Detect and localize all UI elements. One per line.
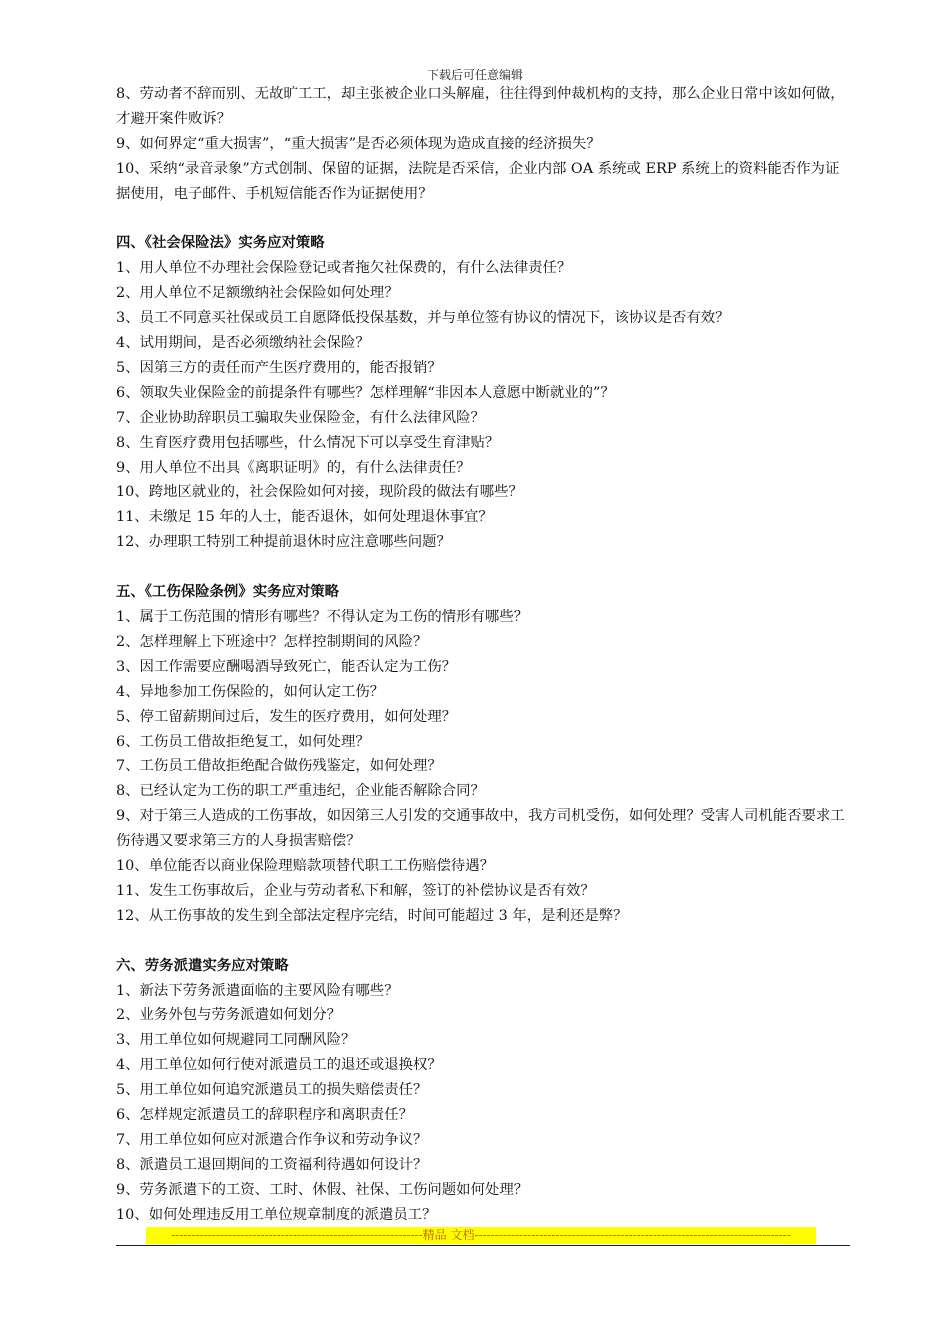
list-item: 2、业务外包与劳务派遣如何划分？ (116, 1007, 342, 1024)
list-item: 9、用人单位不出具《离职证明》的，有什么法律责任？ (116, 459, 471, 476)
section-title-work-injury: 五、《工伤保险条例》实务应对策略 (116, 583, 340, 601)
list-item: 4、异地参加工伤保险的，如何认定工伤？ (116, 683, 385, 700)
list-item: 5、因第三方的责任而产生医疗费用的，能否报销？ (116, 359, 442, 376)
spacer (116, 207, 850, 232)
list-item: 9、如何界定“重大损害”，“重大损害”是否必须体现为造成直接的经济损失？ (116, 135, 601, 152)
footer-divider (116, 1245, 850, 1246)
section-title-social-insurance: 四、《社会保险法》实务应对策略 (116, 234, 325, 252)
list-item: 5、停工留薪期间过后，发生的医疗费用，如何处理？ (116, 708, 457, 725)
list-item: 6、工伤员工借故拒绝复工，如何处理？ (116, 733, 370, 750)
list-item: 7、企业协助辞职员工骗取失业保险金，有什么法律风险？ (116, 409, 485, 426)
list-item: 9、对于第三人造成的工伤事故，如因第三人引发的交通事故中，我方司机受伤，如何处理？受害人司机能否要求工伤待遇又要求第三方的人身损害赔偿？ (116, 808, 845, 850)
spacer (116, 929, 850, 954)
list-item: 1、新法下劳务派遣面临的主要风险有哪些？ (116, 982, 399, 999)
list-item: 7、用工单位如何应对派遣合作争议和劳动争议？ (116, 1132, 428, 1149)
list-item: 4、试用期间，是否必须缴纳社会保险？ (116, 335, 370, 352)
list-item: 3、员工不同意买社保或员工自愿降低投保基数，并与单位签有协议的情况下，该协议是否有效？ (116, 310, 730, 327)
list-item: 8、派遣员工退回期间的工资福利待遇如何设计？ (116, 1156, 428, 1173)
document-body (116, 82, 850, 1228)
header-note: 下载后可任意编辑 (426, 68, 523, 82)
list-item: 8、生育医疗费用包括哪些，什么情况下可以享受生育津贴？ (116, 434, 500, 451)
list-item: 8、已经认定为工伤的职工严重违纪，企业能否解除合同？ (116, 783, 485, 800)
list-item: 10、如何处理违反用工单位规章制度的派遣员工？ (116, 1206, 437, 1223)
list-item: 6、领取失业保险金的前提条件有哪些？怎样理解“非因本人意愿中断就业的”？ (116, 384, 615, 401)
list-item: 7、工伤员工借故拒绝配合做伤残鉴定，如何处理？ (116, 758, 442, 775)
list-item: 10、采纳“录音录象”方式创制、保留的证据，法院是否采信，企业内部 OA 系统或 ERP 系统上的资料能否作为证据使用，电子邮件、手机短信能否作为证据使用？ (116, 160, 840, 202)
list-item: 8、劳动者不辞而别、无故旷工工，却主张被企业口头解雇，往往得到仲裁机构的支持，那么企业日常中该如何做，才避开案件败诉？ (116, 86, 845, 127)
list-item: 3、用工单位如何规避同工同酬风险？ (116, 1032, 356, 1049)
list-item: 2、怎样理解上下班途中？怎样控制期间的风险？ (116, 633, 428, 650)
list-item: 11、发生工伤事故后，企业与劳动者私下和解，签订的补偿协议是否有效？ (116, 882, 595, 899)
list-item: 6、怎样规定派遣员工的辞职程序和离职责任？ (116, 1107, 413, 1124)
section-title-labor-dispatch: 六、劳务派遣实务应对策略 (116, 956, 289, 974)
list-item: 1、属于工伤范围的情形有哪些？不得认定为工伤的情形有哪些？ (116, 609, 529, 625)
list-item: 12、办理职工特别工种提前退休时应注意哪些问题？ (116, 534, 451, 551)
list-item: 5、用工单位如何追究派遣员工的损失赔偿责任？ (116, 1082, 428, 1099)
list-item: 3、因工作需要应酬喝酒导致死亡，能否认定为工伤？ (116, 658, 457, 675)
list-item: 1、用人单位不办理社会保险登记或者拖欠社保费的，有什么法律责任？ (116, 260, 572, 277)
list-item: 9、劳务派遣下的工资、工时、休假、社保、工伤问题如何处理？ (116, 1181, 529, 1198)
list-item: 10、单位能否以商业保险理赔款项替代职工工伤赔偿待遇？ (116, 858, 495, 875)
list-item: 12、从工伤事故的发生到全部法定程序完结，时间可能超过 3 年，是利还是弊？ (116, 907, 628, 924)
list-item: 2、用人单位不足额缴纳社会保险如何处理？ (116, 285, 399, 302)
footer-highlight-band: --------------------------------------------------------------精品 文档------------------------------------------------------------------------------ (146, 1227, 816, 1244)
spacer (116, 555, 850, 580)
list-item: 4、用工单位如何行使对派遣员工的退还或退换权？ (116, 1057, 442, 1074)
list-item: 10、跨地区就业的，社会保险如何对接，现阶段的做法有哪些？ (116, 484, 523, 501)
list-item: 11、未缴足 15 年的人士，能否退休，如何处理退休事宜？ (116, 509, 493, 526)
